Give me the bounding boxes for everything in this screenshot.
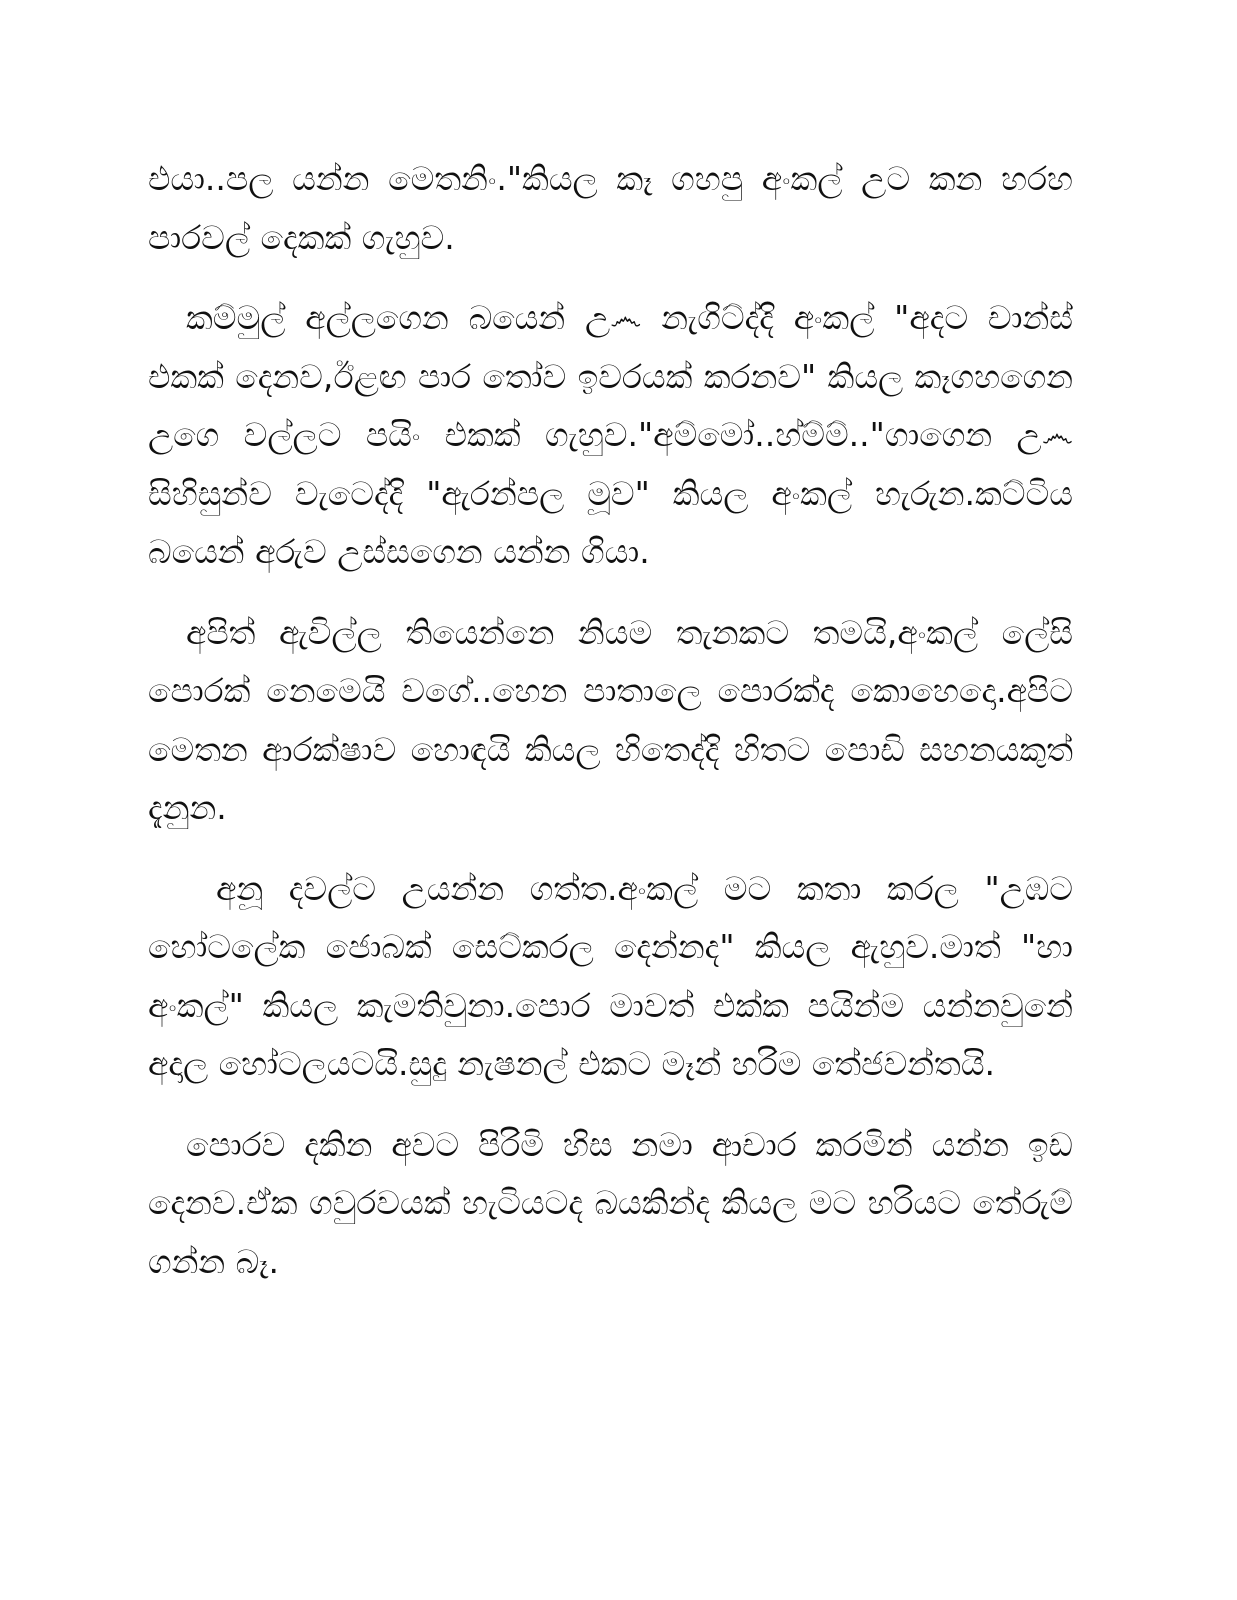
- paragraph-3: අපිත් ඇවිල්ල තියෙන්නෙ නියම තැනකට තමයි,අංකල් ලේසි පොරක් නෙමෙයි වගේ..හෙන පාතාලෙ පොරක්ද කොහෙදො.අපිට මෙතන ආරක්ෂාව හොඳයි කියල හිතෙද්දි හිතට පොඩි සහනයකුත් දැනුන.: [148, 612, 1084, 827]
- paragraph-2: කම්මුල් අල්ලගෙන බයෙන් උ෴ නැගිට්ද්දි අංකල් "අදට චාන්ස් එකක් දෙනව,ඊළඟ පාර තෝව ඉවරයක් කරනව" කියල කෑගහගෙන උගෙ වල්ලට පයිං එකක් ගැහුව."අම්මෝ..හ්ම්ම්.."ගාගෙන උ෴ සිහිසුන්ව වැටෙද්දි "ඇරන්පල මූව" කියල අංකල් හැරුන.කට්ටිය බයෙන් අරුව උස්සගෙන යන්න ගියා.: [148, 298, 1084, 571]
- story-text: [148, 150, 1084, 1313]
- paragraph-5: පොරව දකින අවට පිරිමි හිස නමා ආචාර කරමින් යන්න ඉඩ දෙනව.ඒක ගවුරවයක් හැටියටද බයකින්ද කියල මට හරියට තේරුම් ගන්න බෑ.: [148, 1124, 1084, 1281]
- paragraph-4: අනූ දවල්ට උයන්න ගත්ත.අංකල් මට කතා කරල "උඹට හෝටලේක ජොබක් සෙට්කරල දෙන්නද" කියල ඇහුව.මාත් "හා අංකල්" කියල කැමතිවුනා.පොර මාවත් එක්ක පයින්ම යන්නවුනේ අදාල හෝටලයටයි.සුදු නැෂනල් එකට මෑන් හරිම තේජවන්තයි.: [148, 868, 1084, 1083]
- paragraph-1: එයා..පල යන්න මෙතනිං."කියල කෑ ගහපු අංකල් උට කන හරහ පාරවල් දෙකක් ගැහුව.: [148, 159, 1084, 257]
